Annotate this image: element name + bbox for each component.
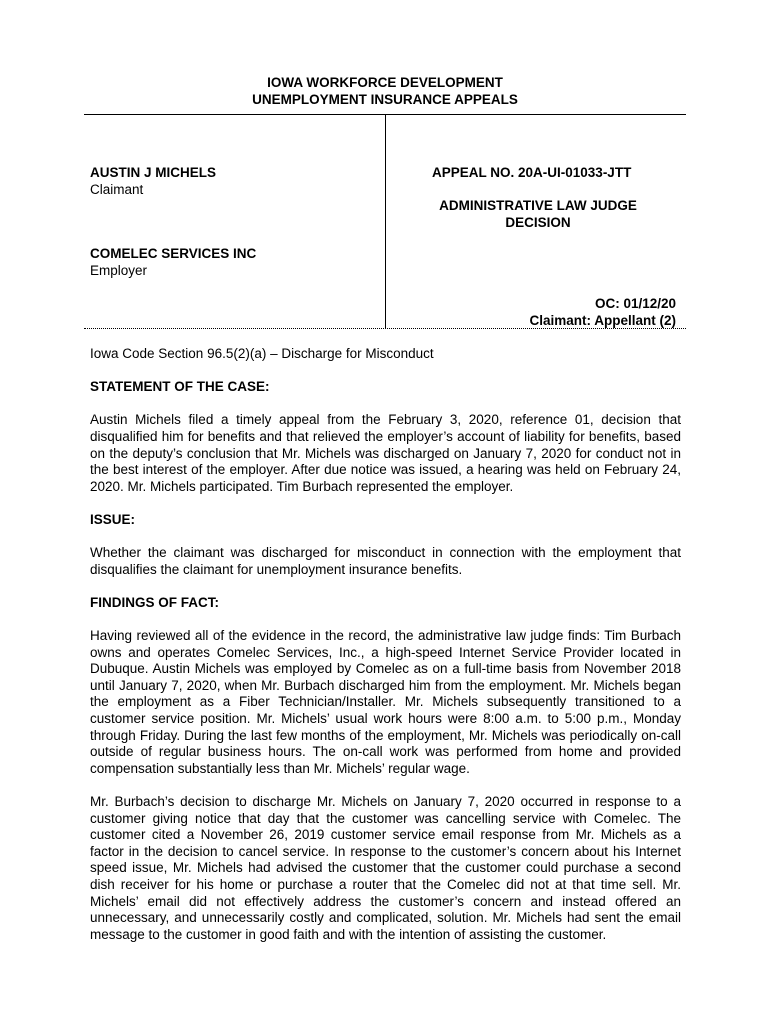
oc-block [529,295,676,329]
findings-heading: FINDINGS OF FACT: [90,594,219,610]
findings-paragraph-2: Mr. Burbach’s decision to discharge Mr. Michels on January 7, 2020 occurred in response to a customer giving notice that day that the customer was cancelling service with Comelec. The customer cited a November 26, 2019 customer service email response from Mr. Michels as a factor in the decision to cancel service. In response to the customer’s concern about his Internet speed issue, Mr. Michels had advised the customer that the customer could purchase a second dish receiver for his home or purchase a router that the Comelec did not at that time sell. Mr. Michels’ email did not effectively address the customer’s concern and instead offered an unnecessary, and unnecessarily costly and complicated, solution. Mr. Michels had sent the email message to the customer in good faith and with the intention of assisting the customer. [90,794,681,942]
appeal-number: APPEAL NO. 20A-UI-01033-JTT [432,165,632,180]
claimant-role: Claimant [90,182,144,197]
agency-division: UNEMPLOYMENT INSURANCE APPEALS [252,92,518,107]
employer-role: Employer [90,263,148,278]
caption-case-info [395,164,681,328]
decision-body [90,346,681,960]
employer-block [90,245,370,279]
caption-divider [385,114,386,328]
findings-paragraph-1: Having reviewed all of the evidence in the record, the administrative law judge finds: Tim Burbach owns and operates Comelec Services, Inc., a high-speed Internet Service Provider located in Dubuque. Austin Michels was employed by Comelec as on a full-time basis from November 2018 until January 7, 2020, when Mr. Burbach discharged him from the employment. Mr. Michels began the employment as a Fiber Technician/Installer. Mr. Michels subsequently transitioned to a customer service position. Mr. Michels’ usual work hours were 8:00 a.m. to 5:00 p.m., Monday through Friday. During the last few months of the employment, Mr. Michels was periodically on-call outside of regular business hours. The on-call work was performed from home and provided compensation substantially less than Mr. Michels’ regular wage. [90,628,681,776]
issue-paragraph: Whether the claimant was discharged for misconduct in connection with the employment that disqualifies the claimant for unemployment insurance benefits. [90,545,681,577]
claimant-name: AUSTIN J MICHELS [90,165,217,180]
decision-title-line1: ADMINISTRATIVE LAW JUDGE [439,198,637,213]
statement-heading: STATEMENT OF THE CASE: [90,379,270,395]
decision-title [395,197,681,231]
agency-header [84,74,686,108]
decision-title-line2: DECISION [505,215,571,230]
claimant-block [90,164,370,198]
code-section: Iowa Code Section 96.5(2)(a) – Discharge for Misconduct [90,346,434,361]
issue-heading: ISSUE: [90,511,136,527]
agency-name: IOWA WORKFORCE DEVELOPMENT [267,75,503,90]
statement-paragraph: Austin Michels filed a timely appeal from the February 3, 2020, reference 01, decision that disqualified him for benefits and that relieved the employer’s account of liability for benefits, based on the deputy’s conclusion that Mr. Michels was discharged on January 7, 2020 for conduct not in the best interest of the employer. After due notice was issued, a hearing was held on February 24, 2020. Mr. Michels participated. Tim Burbach represented the employer. [90,412,681,494]
employer-name: COMELEC SERVICES INC [90,246,257,261]
claimant-status: Claimant: Appellant (2) [529,313,676,328]
caption-parties [90,164,370,279]
oc-date: OC: 01/12/20 [594,296,676,311]
